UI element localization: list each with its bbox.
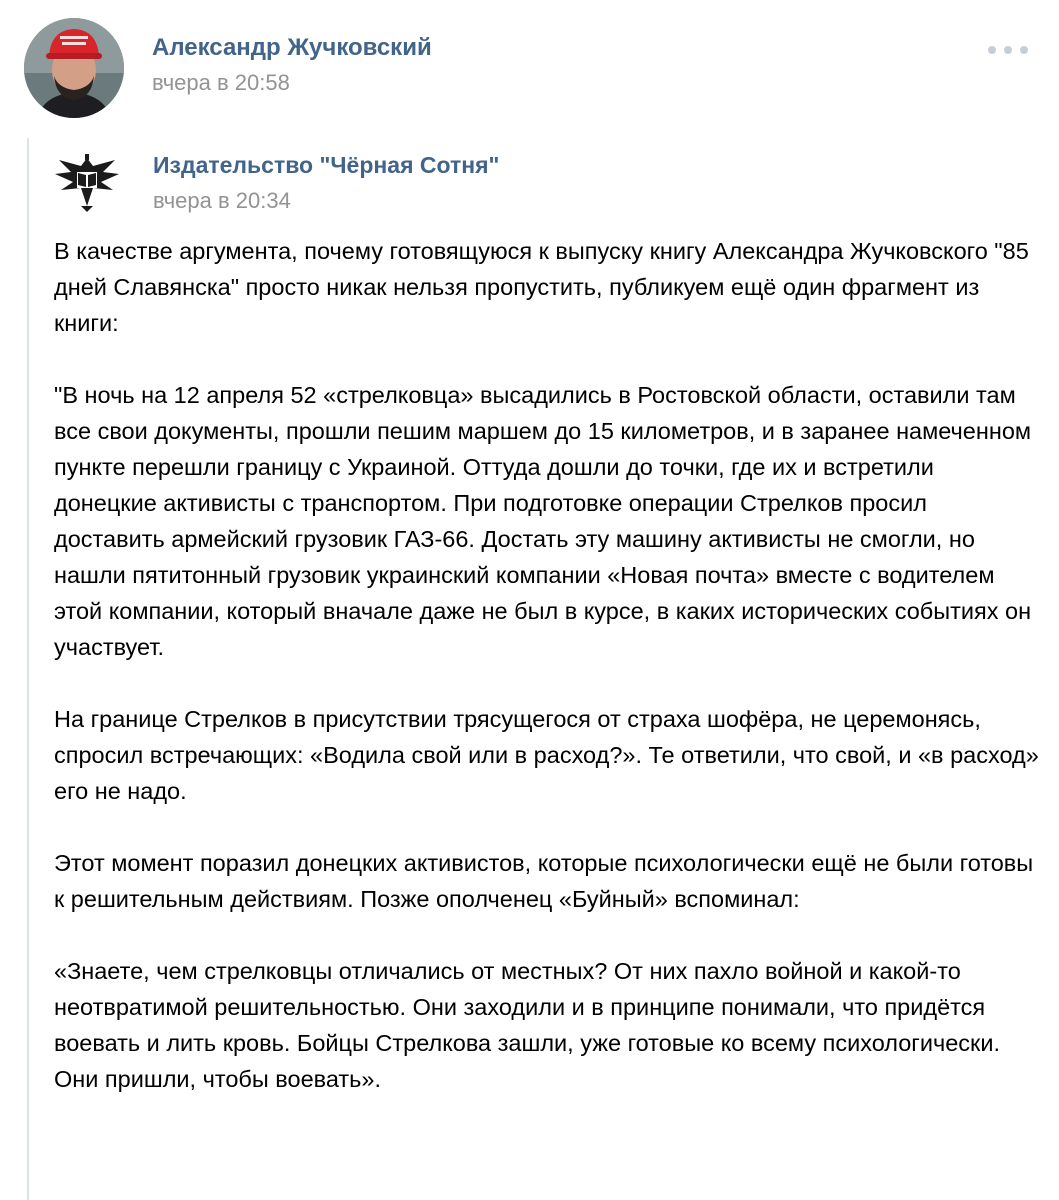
repost-time[interactable]: вчера в 20:34 (153, 188, 291, 213)
post-paragraph: На границе Стрелков в присутствии трясущегося от страха шофёра, не церемонясь, спросил встречающих: «Водила свой или в расход?». Те ответили, что свой, и «в расход» его не надо. (54, 706, 1039, 804)
post-paragraph: В качестве аргумента, почему готовящуюся к выпуску книгу Александра Жучковского "85 дней Славянска" просто никак нельзя пропустить, публикуем ещё один фрагмент из книги: (54, 238, 1029, 336)
group-avatar[interactable] (51, 150, 123, 214)
dot (988, 46, 996, 54)
post-text (54, 233, 1039, 1097)
post-paragraph: "В ночь на 12 апреля 52 «стрелковца» высадились в Ростовской области, оставили там все свои документы, прошли пешим маршем до 15 километров, и в заранее намеченном пункте перешли границу с Украиной. Оттуда дошли до точки, где их и встретили донецкие активисты с транспортом. При подготовке операции Стрелков просил доставить армейский грузовик ГАЗ-66. Достать эту машину активисты не смогли, но нашли пятитонный грузовик украинский компании «Новая почта» вместе с водителем этой компании, который вначале даже не был в курсе, в каких исторических событиях он участвует. (54, 382, 1032, 660)
post-paragraph: «Знаете, чем стрелковцы отличались от местных? От них пахло войной и какой-то неотвратимой решительностью. Они заходили и в принципе понимали, что придётся воевать и лить кровь. Бойцы Стрелкова зашли, уже готовые ко всему психологически. Они пришли, чтобы воевать». (54, 958, 1000, 1092)
repost-header (51, 146, 1031, 218)
more-dots-icon[interactable] (988, 40, 1028, 60)
post-time[interactable]: вчера в 20:58 (152, 70, 290, 95)
group-name[interactable]: Издательство "Чёрная Сотня" (153, 152, 500, 178)
author-avatar[interactable] (24, 18, 124, 118)
author-name[interactable]: Александр Жучковский (152, 34, 432, 61)
black-eagle-book-icon (51, 150, 123, 214)
dot (1020, 46, 1028, 54)
post-header (24, 18, 1034, 118)
dot (1004, 46, 1012, 54)
post-paragraph: Этот момент поразил донецких активистов, которые психологически ещё не были готовы к решительным действиям. Позже ополченец «Буйный» вспоминал: (54, 850, 1034, 912)
repost-container (27, 138, 1049, 1200)
user-avatar-icon (24, 18, 124, 118)
